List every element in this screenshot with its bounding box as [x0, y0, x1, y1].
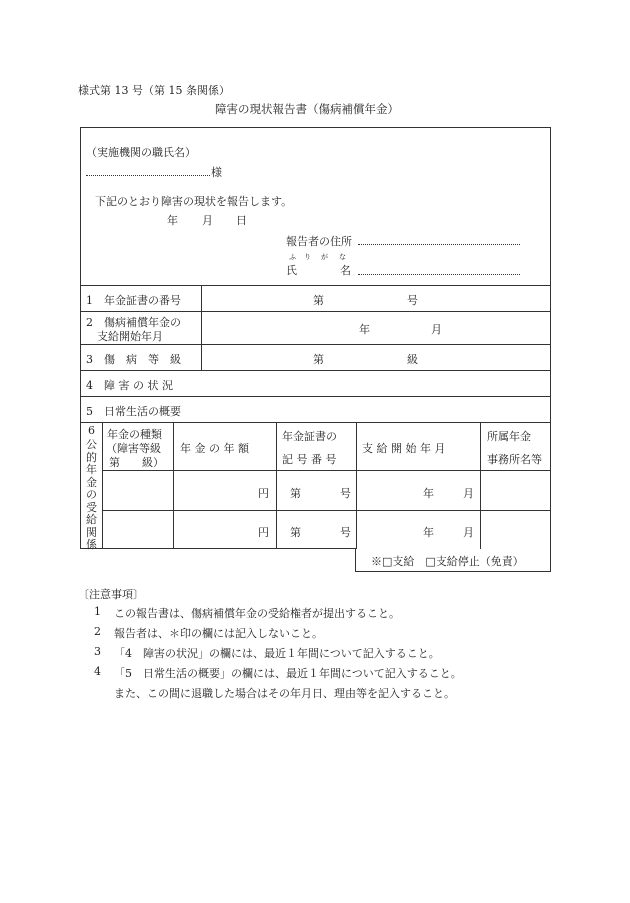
addressee-label: （実施機関の職氏名）: [86, 146, 196, 159]
row4-label: 4 障 害 の 状 況: [86, 379, 173, 392]
note-number: 1: [94, 605, 101, 618]
notes-heading: 〔注意事項〕: [78, 588, 144, 601]
row-nen: 年: [423, 526, 434, 539]
row-nen: 年: [423, 487, 434, 500]
reporter-address-line[interactable]: [358, 244, 520, 245]
date-year: 年: [167, 214, 178, 227]
furigana-ri: り: [304, 253, 311, 261]
date-day: 日: [236, 214, 247, 227]
row-tsuki: 月: [463, 487, 474, 500]
furigana-na: な: [339, 253, 346, 261]
row-go: 号: [340, 526, 351, 539]
reporter-name-mei: 名: [340, 264, 351, 277]
note-number: 2: [94, 625, 101, 638]
row2-label-line1: 2 傷病補償年金の: [86, 316, 181, 329]
header-office-line1: 所属年金: [487, 430, 531, 443]
side-char: 金: [86, 475, 97, 489]
row1-label: 1 年金証書の番号: [86, 294, 181, 307]
note-number: 4: [94, 665, 101, 678]
side-char: 年: [86, 463, 97, 477]
row-tsuki: 月: [463, 526, 474, 539]
row-yen: 円: [258, 526, 269, 539]
row3-label: 3 傷 病 等 級: [86, 353, 181, 366]
form-number: 様式第 13 号（第 15 条関係）: [78, 84, 230, 97]
intro-text: 下記のとおり障害の現状を報告します。: [95, 195, 293, 208]
header-type-line1: 年金の種類: [107, 428, 162, 441]
note-text: この報告書は、傷病補償年金の受給権者が提出すること。: [114, 607, 400, 620]
row3-kyu: 級: [407, 353, 418, 366]
side-char: 関: [86, 525, 97, 539]
page-title: 障害の現状報告書（傷病補償年金）: [215, 102, 399, 116]
date-month: 月: [202, 214, 213, 227]
header-cert-line1: 年金証書の: [282, 430, 337, 443]
side-char: 公: [86, 438, 97, 452]
row5-label: 5 日常生活の概要: [86, 405, 181, 418]
header-office-line2: 事務所名等: [487, 453, 542, 466]
header-cert-line2: 記 号 番 号: [282, 453, 337, 466]
row-go: 号: [340, 487, 351, 500]
reporter-name-line[interactable]: [358, 274, 520, 275]
side-char: 的: [86, 450, 97, 464]
row3-dai: 第: [313, 353, 324, 366]
note-continuation: また、この間に退職した場合はその年月日、理由等を記入すること。: [114, 687, 455, 700]
furigana-ga: が: [321, 253, 328, 261]
side-char: 係: [86, 538, 97, 551]
header-type-line2: （障害等級: [106, 442, 161, 455]
header-amount: 年 金 の 年 額: [180, 442, 249, 455]
row1-go: 号: [407, 294, 418, 307]
header-type-line3: 第 級）: [109, 456, 164, 469]
side-char: 給: [86, 513, 97, 527]
header-start: 支 給 開 始 年 月: [362, 442, 446, 455]
side-char: 6: [88, 424, 95, 437]
row1-dai: 第: [313, 294, 324, 307]
addressee-honorific: 様: [211, 166, 222, 179]
reporter-address-label: 報告者の住所: [286, 235, 352, 248]
addressee-line[interactable]: [86, 175, 210, 176]
note-text: 報告者は、＊印の欄には記入しないこと。: [114, 627, 323, 640]
status-options[interactable]: ※□支給 □支給停止（免責）: [371, 555, 524, 568]
side-char: の: [86, 488, 97, 502]
row2-tsuki: 月: [431, 323, 442, 336]
side-char: 受: [86, 500, 97, 514]
note-text: 「5 日常生活の概要」の欄には、最近１年間について記入すること。: [114, 667, 462, 680]
reporter-name-shi: 氏: [286, 264, 297, 277]
row-dai: 第: [290, 526, 301, 539]
row2-nen: 年: [359, 323, 370, 336]
furigana-fu: ふ: [289, 253, 296, 261]
note-text: 「4 障害の状況」の欄には、最近１年間について記入すること。: [114, 647, 440, 660]
row2-label-line2: 支給開始年月: [97, 330, 163, 343]
row-yen: 円: [258, 487, 269, 500]
row-dai: 第: [290, 487, 301, 500]
note-number: 3: [94, 645, 101, 658]
